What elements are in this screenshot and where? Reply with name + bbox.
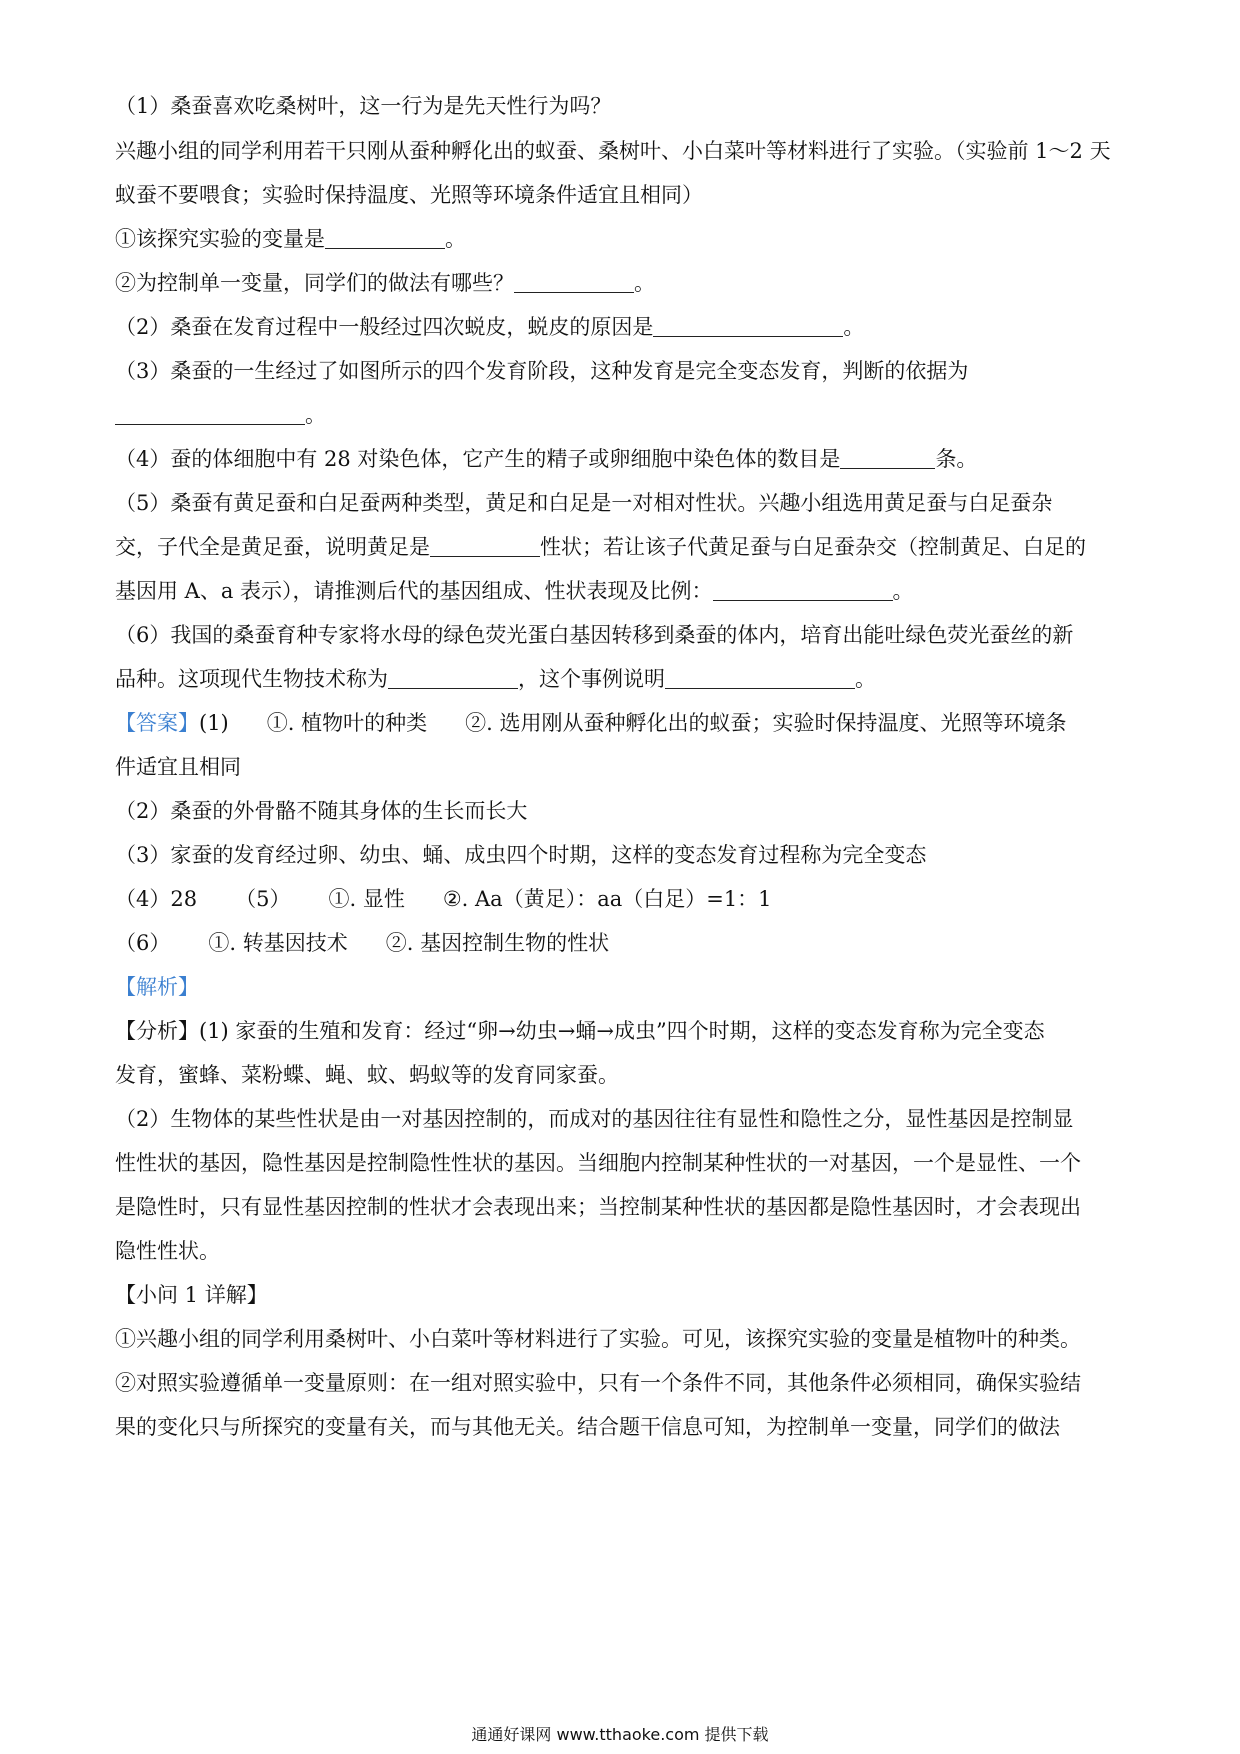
answer-blank[interactable] [665, 668, 855, 689]
question-2: （2）桑蚕在发育过程中一般经过四次蜕皮，蜕皮的原因是 。 [115, 315, 865, 339]
detail-line-3: 果的变化只与所探究的变量有关，而与其他无关。结合题干信息可知，为控制单一变量，同学们的做法 [115, 1415, 1060, 1439]
analysis-line-5: 是隐性时，只有显性基因控制的性状才会表现出来；当控制某种性状的基因都是隐性基因时，才会表现出 [115, 1195, 1081, 1219]
question-1a: ①该探究实验的变量是 。 [115, 227, 466, 251]
question-1: （1）桑蚕喜欢吃桑树叶，这一行为是先天性行为吗？ [115, 94, 612, 118]
detail-line-1: ①兴趣小组的同学利用桑树叶、小白菜叶等材料进行了实验。可见，该探究实验的变量是植物叶的种类。 [115, 1327, 1081, 1351]
answer-blank[interactable] [325, 228, 445, 249]
answer-line-1c: 件适宜且相同 [115, 755, 241, 779]
question-3-blank: 。 [115, 400, 1135, 430]
analysis-line-2: 发育，蜜蜂、菜粉蝶、蝇、蚊、蚂蚁等的发育同家蚕。 [115, 1063, 619, 1087]
page-footer: 通通好课网 www.tthaoke.com 提供下载 [471, 1725, 769, 1744]
answer-blank[interactable] [514, 272, 634, 293]
detail-line-2: ②对照实验遵循单一变量原则：在一组对照实验中，只有一个条件不同，其他条件必须相同，确保实验结 [115, 1371, 1081, 1395]
answer-line-2: （2）桑蚕的外骨骼不随其身体的生长而长大 [115, 799, 528, 823]
question-5c: 基因用 A、a 表示），请推测后代的基因组成、性状表现及比例： 。 [115, 579, 914, 603]
question-5b: 交，子代全是黄足蚕，说明黄足是 性状；若让该子代黄足蚕与白足蚕杂交（控制黄足、白足的 [115, 535, 1086, 559]
question-4: （4）蚕的体细胞中有 28 对染色体，它产生的精子或卵细胞中染色体的数目是 条。 [115, 447, 978, 471]
question-3: （3）桑蚕的一生经过了如图所示的四个发育阶段，这种发育是完全变态发育，判断的依据为 [115, 359, 969, 383]
analysis-line-6: 隐性性状。 [115, 1239, 220, 1263]
answer-blank[interactable] [653, 316, 843, 337]
intro-line-1: 兴趣小组的同学利用若干只刚从蚕种孵化出的蚁蚕、桑树叶、小白菜叶等材料进行了实验。（实验前 1～2 天 [115, 139, 1111, 163]
question-6a: （6）我国的桑蚕育种专家将水母的绿色荧光蛋白基因转移到桑蚕的体内，培育出能吐绿色荧光蚕丝的新 [115, 623, 1074, 647]
answer-line-1: 【答案】(1) ①. 植物叶的种类 ②. 选用刚从蚕种孵化出的蚁蚕；实验时保持温度、光照等环境条 [115, 711, 1067, 735]
answer-line-6: （6） ①. 转基因技术 ②. 基因控制生物的性状 [115, 931, 610, 955]
question-6b: 品种。这项现代生物技术称为 ，这个事例说明 。 [115, 667, 876, 691]
question-1b: ②为控制单一变量，同学们的做法有哪些？ 。 [115, 271, 655, 295]
answer-blank[interactable] [388, 668, 518, 689]
answer-blank[interactable] [430, 536, 540, 557]
analysis-tag: 【解析】 [115, 975, 199, 999]
answer-line-4-5: （4）28 （5） ①. 显性 ②. Aa（黄足）：aa（白足）=1：1 [115, 887, 772, 911]
answer-blank[interactable] [115, 404, 305, 425]
intro-line-2: 蚁蚕不要喂食；实验时保持温度、光照等环境条件适宜且相同） [115, 183, 703, 207]
analysis-line-3: （2）生物体的某些性状是由一对基因控制的，而成对的基因往往有显性和隐性之分，显性基因是控制显 [115, 1107, 1074, 1131]
answer-blank[interactable] [713, 580, 893, 601]
answer-blank[interactable] [840, 448, 935, 469]
question-5a: （5）桑蚕有黄足蚕和白足蚕两种类型，黄足和白足是一对相对性状。兴趣小组选用黄足蚕与白足蚕杂 [115, 491, 1053, 515]
analysis-line-1: 【分析】(1) 家蚕的生殖和发育：经过“卵→幼虫→蛹→成虫”四个时期，这样的变态发育称为完全变态 [115, 1019, 1045, 1043]
subquestion-1-header: 【小问 1 详解】 [115, 1283, 268, 1307]
analysis-line-4: 性性状的基因，隐性基因是控制隐性性状的基因。当细胞内控制某种性状的一对基因，一个是显性、一个 [115, 1151, 1081, 1175]
answer-tag: 【答案】 [115, 711, 199, 735]
answer-line-3: （3）家蚕的发育经过卵、幼虫、蛹、成虫四个时期，这样的变态发育过程称为完全变态 [115, 843, 927, 867]
